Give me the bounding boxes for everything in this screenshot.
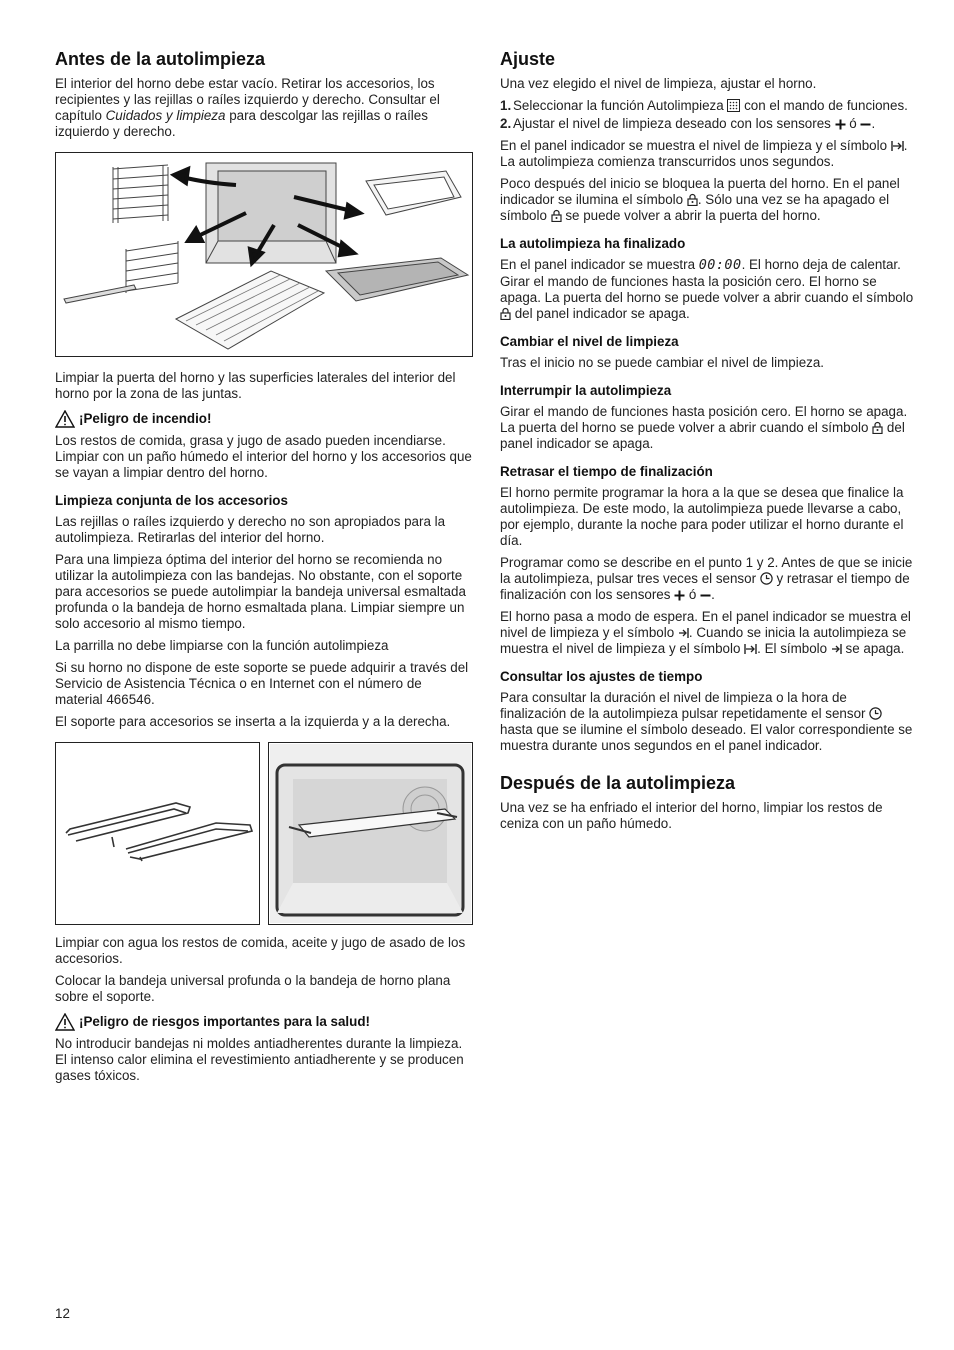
setting-intro: Una vez elegido el nivel de limpieza, ajustar el horno. (500, 76, 817, 91)
delay-paragraph-1: El horno permite programar la hora a la que se desea que finalice la autolimpieza. De este modo, la autolimpieza puede llevarse a cabo, por ejemplo, durante la noche para poder utilizar el horno durante el día. (500, 485, 904, 548)
panel-paragraph: En el panel indicador se muestra el nivel de limpieza y el símbolo . La autolimpieza comienza transcurridos unos segundos. (500, 138, 908, 169)
step-2: 2. Ajustar el nivel de limpieza deseado con los sensores ó . (500, 116, 876, 131)
lock-icon (687, 193, 698, 206)
fire-warning-title: ¡Peligro de incendio! (79, 411, 212, 426)
figure-remove-accessories (55, 152, 473, 357)
fire-warning-text: Los restos de comida, grasa y jugo de asado pueden incendiarse. Limpiar con un paño húmedo el interior del horno y los accesorios que se vayan a limpiar dentro del horno. (55, 433, 472, 480)
minus-sensor-icon (860, 119, 871, 130)
clock-icon (869, 707, 882, 720)
step-1: 1. Seleccionar la función Autolimpieza con el mando de funciones. (500, 98, 908, 113)
figure-accessory-support (55, 742, 473, 925)
finished-paragraph: En el panel indicador se muestra 00:00. El horno deja de calentar. Girar el mando de funciones hasta la posición cero. El horno se apaga. La puerta del horno se puede volver a abrir cuando el símbolo del panel indicador se apaga. (500, 257, 914, 321)
warning-triangle-icon (55, 410, 75, 428)
end-time-arrow-icon (831, 643, 842, 655)
warning-triangle-icon (55, 1013, 75, 1031)
end-time-arrow-icon (678, 627, 689, 639)
minus-sensor-icon (700, 590, 711, 601)
heading-accessories-cleaning: Limpieza conjunta de los accesorios (55, 493, 288, 508)
setting-steps (500, 98, 916, 132)
support-rails-illustration (56, 743, 259, 924)
support-in-oven-illustration (269, 743, 472, 924)
accessories-paragraph-5: El soporte para accesorios se inserta a la izquierda y a la derecha. (55, 714, 451, 729)
health-warning (55, 1013, 473, 1031)
plus-sensor-icon (674, 590, 685, 601)
heading-delay: Retrasar el tiempo de finalización (500, 464, 713, 479)
delay-paragraph-3: El horno pasa a modo de espera. En el panel indicador se muestra el nivel de limpieza y el símbolo . Cuando se inicia la autolimpieza se muestra el nivel de limpieza y el símbolo . El símbolo se apaga. (500, 609, 911, 656)
heading-setting: Ajuste (500, 49, 556, 69)
chapter-reference: Cuidados y limpieza (105, 108, 226, 123)
heading-change-level: Cambiar el nivel de limpieza (500, 334, 679, 349)
delay-paragraph-2: Programar como se describe en el punto 1 y 2. Antes de que se inicie la autolimpieza, pulsar tres veces el sensor y retrasar el tiempo de finalización con los sensores ó . (500, 555, 913, 602)
accessories-paragraph-7: Colocar la bandeja universal profunda o la bandeja de horno plana sobre el soporte. (55, 973, 451, 1004)
fire-warning (55, 410, 473, 428)
cleaning-level-arrow-icon (891, 140, 904, 152)
side-rack-top-icon (113, 165, 168, 223)
heading-interrupt: Interrumpir la autolimpieza (500, 383, 672, 398)
interrupt-paragraph: Girar el mando de funciones hasta posición cero. El horno se apaga. La puerta del horno se puede volver a abrir cuando el símbolo del panel indicador se apaga. (500, 404, 908, 451)
clock-icon (760, 572, 773, 585)
heading-before-self-cleaning: Antes de la autolimpieza (55, 49, 266, 69)
plus-sensor-icon (835, 119, 846, 130)
heading-finished: La autolimpieza ha finalizado (500, 236, 686, 251)
intro-paragraph: El interior del horno debe estar vacío. Retirar los accesorios, los recipientes y las rejillas o raíles izquierdo y derecho. Consultar el capítulo Cuidados y limpieza para descolgar las rejillas o raíles izquierdo y derecho. (55, 76, 440, 139)
accessories-paragraph-1: Las rejillas o raíles izquierdo y derecho no son apropiados para la autolimpieza. Retirarlas del interior del horno. (55, 514, 446, 545)
accessories-paragraph-6: Limpiar con agua los restos de comida, aceite y jugo de asado de los accesorios. (55, 935, 466, 966)
left-column (55, 48, 473, 1090)
health-warning-text: No introducir bandejas ni moldes antiadherentes durante la limpieza. El intenso calor elimina el revestimiento antiadherente y se producen gases tóxicos. (55, 1036, 464, 1083)
query-paragraph: Para consultar la duración el nivel de limpieza o la hora de finalización de la autolimpieza pulsar repetidamente el sensor hasta que se ilumine el símbolo deseado. El valor correspondiente se muestra durante unos segundos en el panel indicador. (500, 690, 913, 753)
lock-icon (551, 209, 562, 222)
accessories-paragraph-2: Para una limpieza óptima del interior del horno se recomienda no utilizar la autolimpieza con las bandejas. No obstante, con el soporte para accesorios se puede autolimpiar la bandeja universal esmaltada profunda o la bandeja de horno esmaltada plana. Limpiar siempre un solo accesorio al mismo tiempo. (55, 552, 466, 631)
self-clean-function-icon (727, 99, 740, 112)
accessories-paragraph-3: La parrilla no debe limpiarse con la función autolimpieza (55, 638, 389, 653)
figure-support-rails (55, 742, 260, 925)
right-column (500, 48, 916, 838)
display-readout: 00:00 (698, 258, 742, 273)
heading-after-self-cleaning: Después de la autolimpieza (500, 773, 736, 793)
remove-accessories-illustration (56, 153, 472, 356)
wire-rack-icon (176, 271, 324, 349)
accessories-paragraph-4: Si su horno no dispone de este soporte se puede adquirir a través del Servicio de Asistencia Técnica o en Internet con el número de material 466546. (55, 660, 469, 707)
figure-support-in-oven (268, 742, 473, 925)
after-paragraph: Una vez se ha enfriado el interior del horno, limpiar los restos de ceniza con un paño húmedo. (500, 800, 883, 831)
heading-query-time: Consultar los ajustes de tiempo (500, 669, 703, 684)
health-warning-title: ¡Peligro de riesgos importantes para la salud! (79, 1014, 370, 1029)
side-rail-icon (64, 285, 136, 303)
lock-icon (872, 421, 883, 434)
page-number: 12 (55, 1306, 70, 1321)
lock-paragraph: Poco después del inicio se bloquea la puerta del horno. En el panel indicador se ilumina el símbolo . Sólo una vez se ha apagado el símbolo se puede volver a abrir la puerta del horno. (500, 176, 900, 223)
lock-icon (500, 307, 511, 320)
clean-door-paragraph: Limpiar la puerta del horno y las superficies laterales del interior del horno por la zona de las juntas. (55, 370, 456, 401)
cleaning-level-arrow-icon (744, 643, 757, 655)
change-paragraph: Tras el inicio no se puede cambiar el nivel de limpieza. (500, 355, 825, 370)
